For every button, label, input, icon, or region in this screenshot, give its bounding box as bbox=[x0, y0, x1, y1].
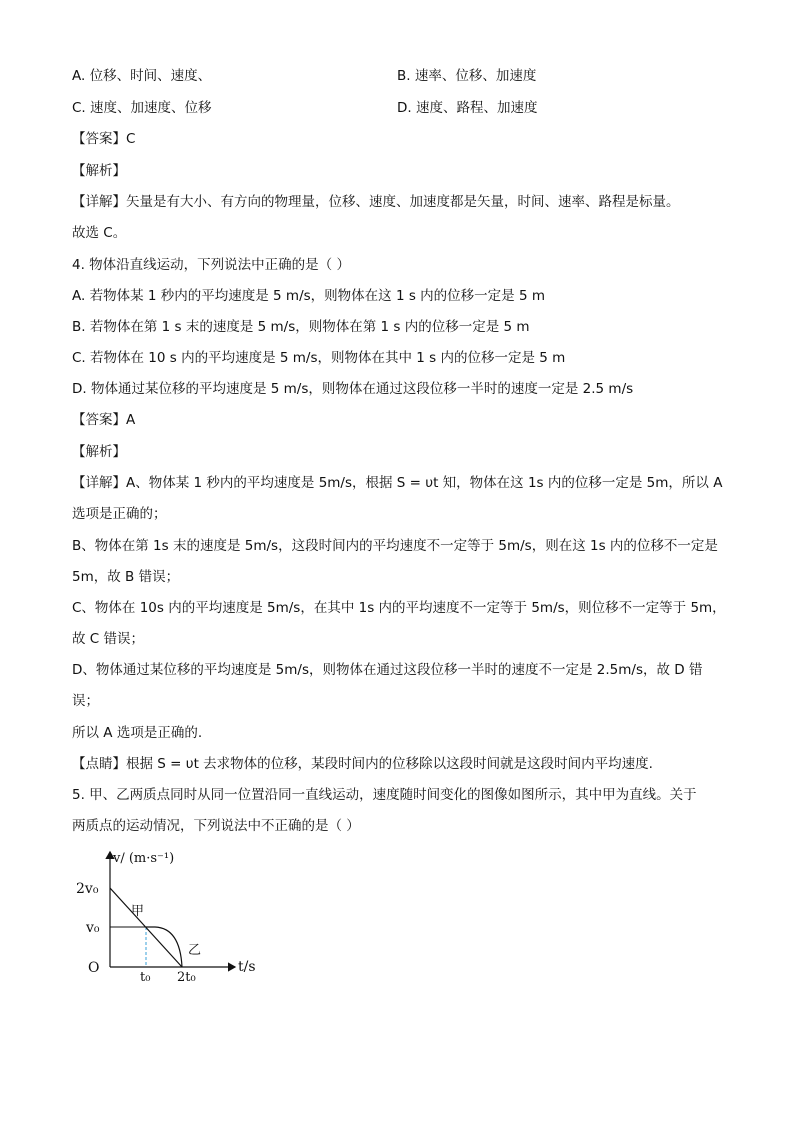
q4-detail-line-4: 5m，故 B 错误； bbox=[72, 569, 180, 585]
q4-option-a: A. 若物体某 1 秒内的平均速度是 5 m/s，则物体在这 1 s 内的位移一定是 5 m bbox=[72, 288, 545, 304]
q5-stem-line-1: 5. 甲、乙两质点同时从同一位置沿同一直线运动，速度随时间变化的图像如图所示，其中甲为直线。关于 bbox=[72, 787, 697, 803]
q4-detail-line-5: C、物体在 10s 内的平均速度是 5m/s，在其中 1s 内的平均速度不一定等于 5m/s，则位移不一定等于 5m， bbox=[72, 600, 726, 616]
q3-option-a: A. 位移、时间、速度、 bbox=[72, 68, 212, 84]
origin-label: O bbox=[88, 960, 100, 976]
q3-option-d: D. 速度、路程、加速度 bbox=[397, 100, 538, 116]
q4-option-b: B. 若物体在第 1 s 末的速度是 5 m/s，则物体在第 1 s 内的位移一定是 5 m bbox=[72, 319, 530, 335]
y-tick-v0: v₀ bbox=[86, 920, 100, 936]
q3-conclusion: 故选 C。 bbox=[72, 225, 127, 241]
q5-stem-line-2: 两质点的运动情况，下列说法中不正确的是（ ） bbox=[72, 818, 360, 834]
q4-tip: 【点睛】根据 S = υt 去求物体的位移，某段时间内的位移除以这段时间就是这段时间内平均速度. bbox=[72, 756, 653, 772]
q4-conclusion: 所以 A 选项是正确的. bbox=[72, 725, 203, 741]
x-tick-t0: t₀ bbox=[140, 970, 151, 985]
q4-detail-line-1: 【详解】A、物体某 1 秒内的平均速度是 5m/s，根据 S = υt 知，物体在这 1s 内的位移一定是 5m，所以 A bbox=[72, 475, 723, 491]
q3-option-b: B. 速率、位移、加速度 bbox=[397, 68, 537, 84]
q3-analysis-heading: 【解析】 bbox=[72, 163, 126, 179]
q4-option-c: C. 若物体在 10 s 内的平均速度是 5 m/s，则物体在其中 1 s 内的位移一定是 5 m bbox=[72, 350, 566, 366]
q4-detail-line-3: B、物体在第 1s 末的速度是 5m/s，这段时间内的平均速度不一定等于 5m/s，则在这 1s 内的位移不一定是 bbox=[72, 538, 718, 554]
yi-label: 乙 bbox=[188, 943, 202, 958]
v-axis-label: v/ (m·s⁻¹) bbox=[113, 851, 175, 866]
jia-label: 甲 bbox=[131, 904, 145, 919]
q3-detail: 【详解】矢量是有大小、有方向的物理量，位移、速度、加速度都是矢量，时间、速率、路程是标量。 bbox=[72, 194, 680, 210]
q4-stem: 4. 物体沿直线运动，下列说法中正确的是（ ） bbox=[72, 257, 350, 273]
x-tick-2t0: 2t₀ bbox=[177, 970, 196, 985]
q4-detail-line-6: 故 C 错误； bbox=[72, 631, 145, 647]
q4-detail-line-8: 误； bbox=[72, 693, 99, 709]
q4-option-d: D. 物体通过某位移的平均速度是 5 m/s，则物体在通过这段位移一半时的速度一定是 2.5 m/s bbox=[72, 381, 634, 397]
q4-answer: 【答案】A bbox=[72, 412, 136, 428]
q4-analysis-heading: 【解析】 bbox=[72, 444, 126, 460]
q4-detail-line-2: 选项是正确的； bbox=[72, 506, 167, 522]
q3-answer: 【答案】C bbox=[72, 131, 136, 147]
vt-graph-figure bbox=[70, 848, 270, 988]
t-axis-label: t/s bbox=[238, 959, 256, 975]
y-tick-2v0: 2v₀ bbox=[76, 881, 99, 897]
q4-detail-line-7: D、物体通过某位移的平均速度是 5m/s，则物体在通过这段位移一半时的速度不一定是 2.5m/s，故 D 错 bbox=[72, 662, 703, 678]
q3-option-c: C. 速度、加速度、位移 bbox=[72, 100, 212, 116]
